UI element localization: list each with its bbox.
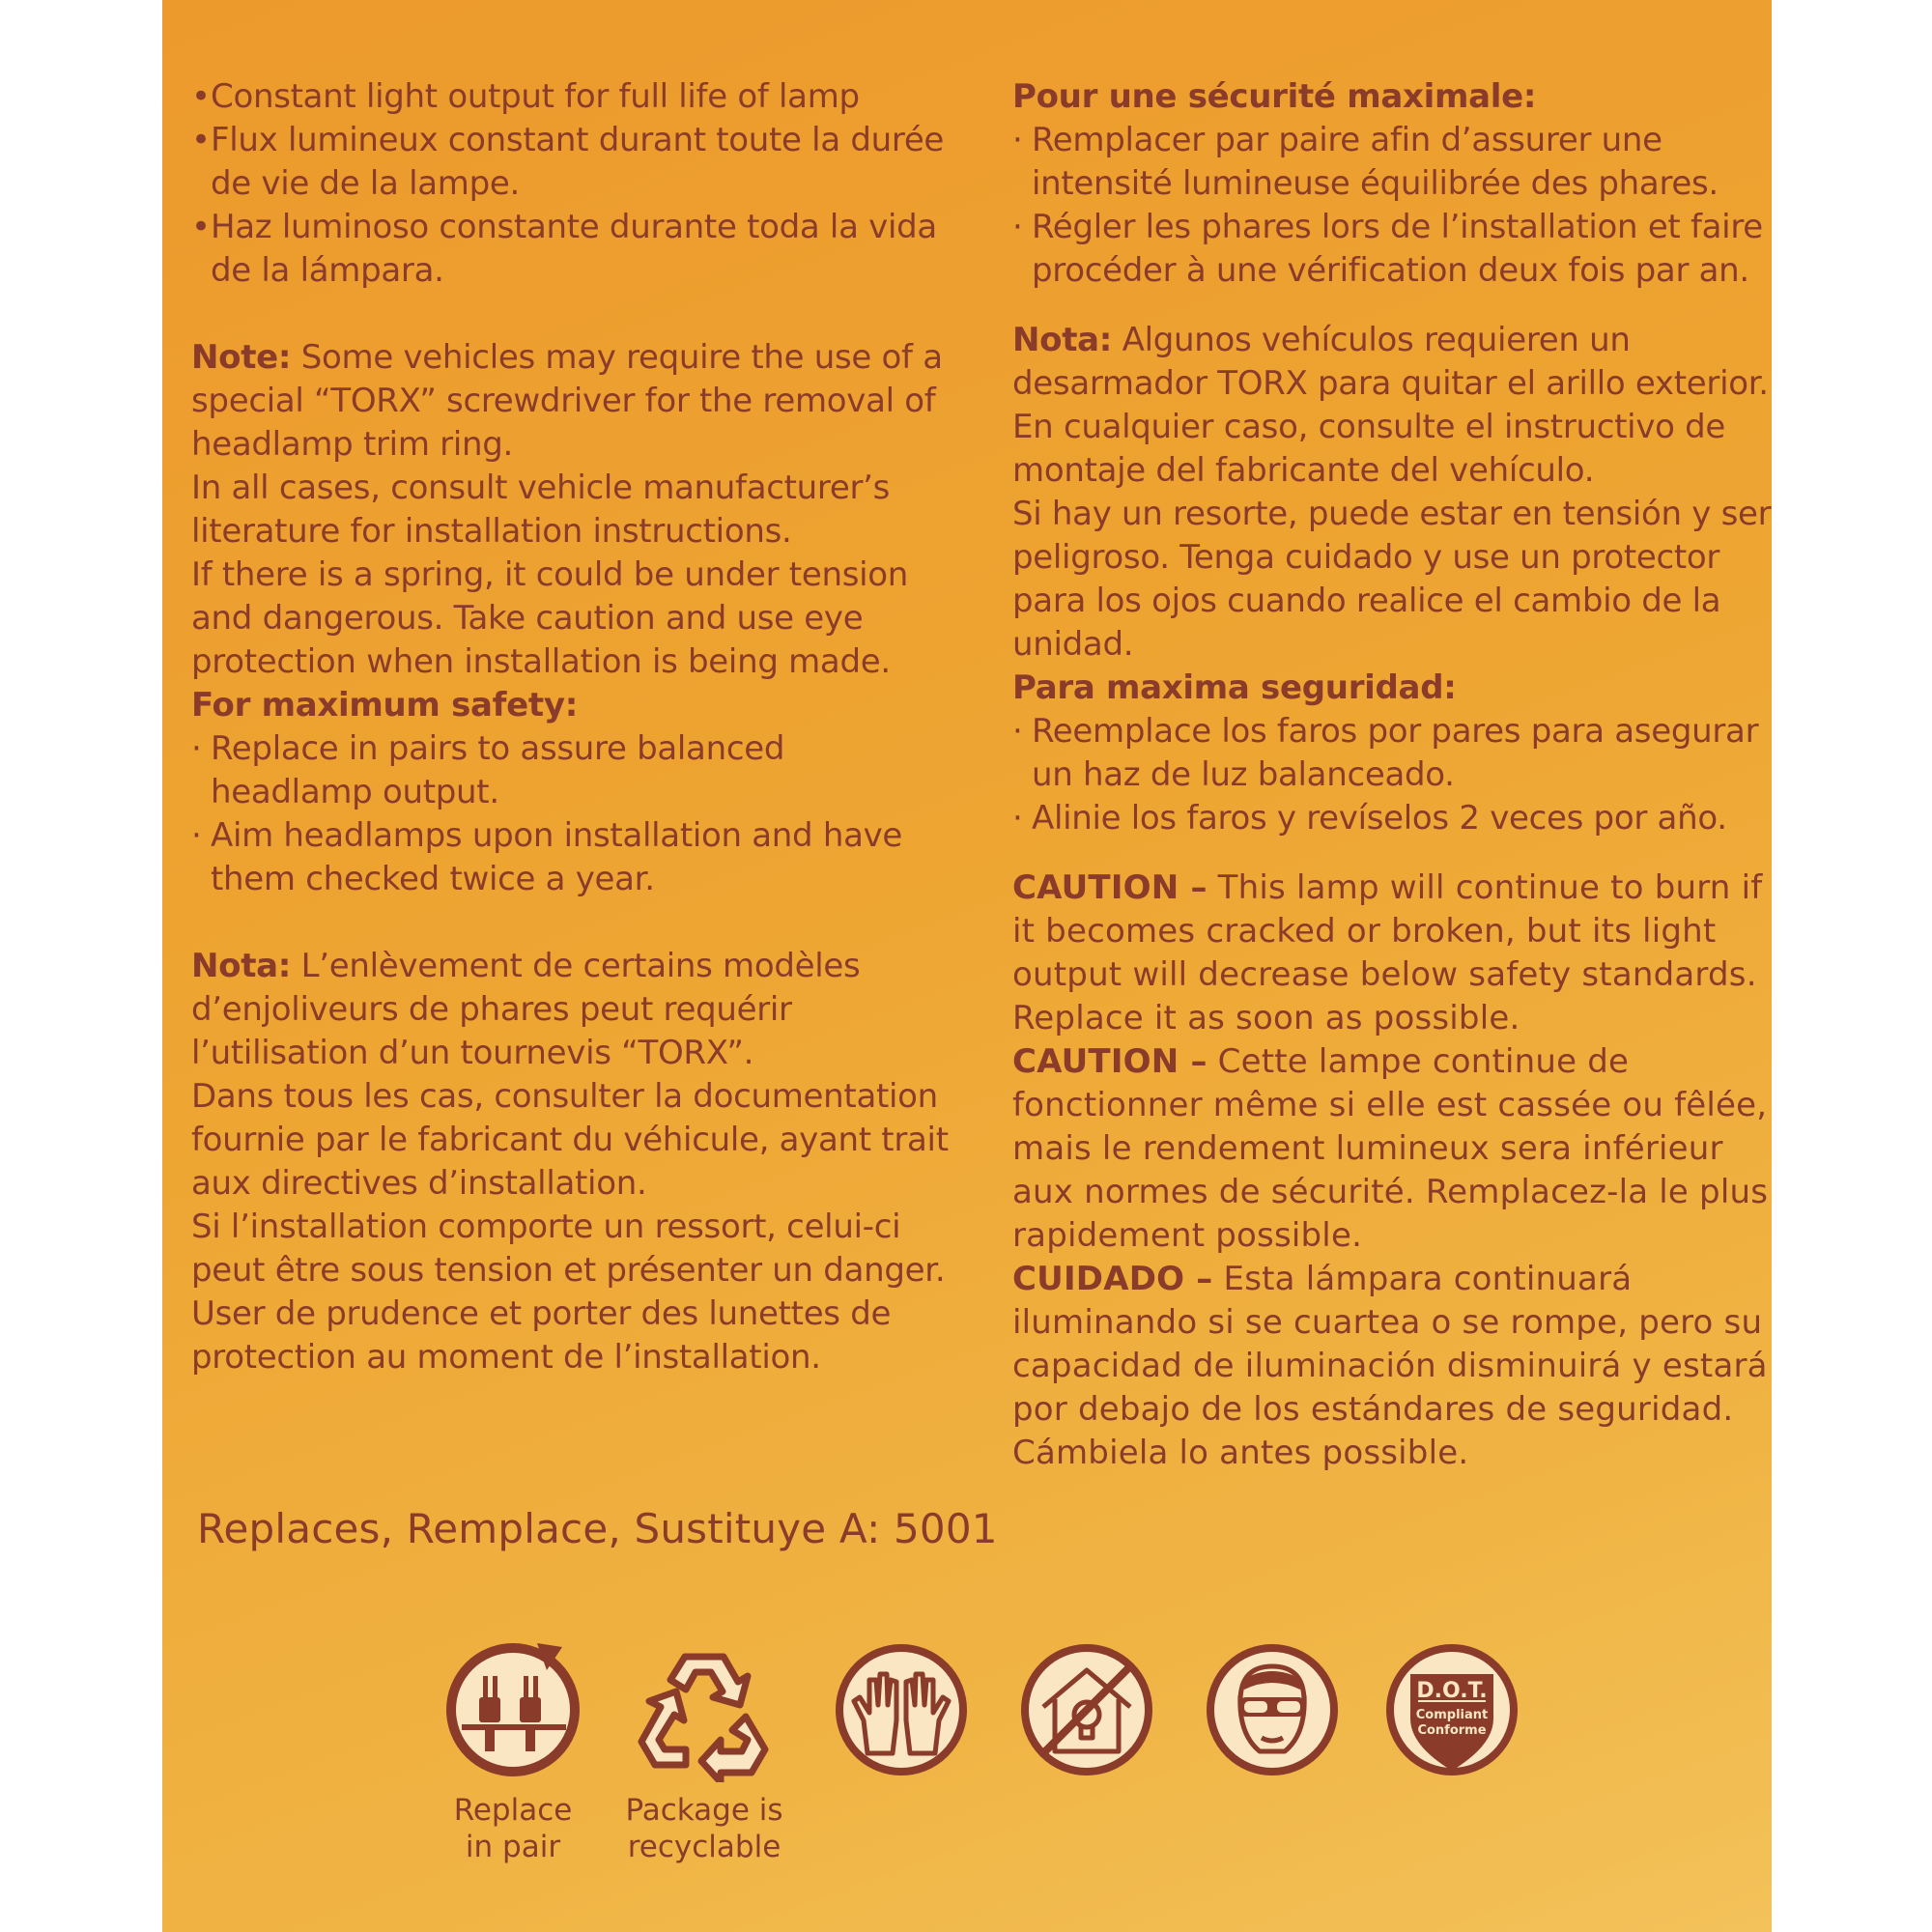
note-fr-p3: Si l’installation comporte un ressort, celui-ci peut être sous tension et présenter un danger. User de prudence et porter des lunettes de protection au moment de l’installation. <box>191 1208 946 1377</box>
package-panel <box>162 0 1772 1932</box>
safety-en-heading: For maximum safety: <box>191 686 579 724</box>
dot-badge-line2: Compliant <box>1415 1708 1489 1722</box>
safety-es-heading: Para maxima seguridad: <box>1012 668 1457 707</box>
safety-fr-heading: Pour une sécurité maximale: <box>1012 77 1537 116</box>
gloves-icon <box>829 1637 974 1782</box>
safety-item: · Régler les phares lors de l’installation et faire procéder à une vérification deux fois par an. <box>1012 208 1763 290</box>
cuidado-es: CUIDADO – Esta lámpara continuará iluminando si se cuartea o se rompe, pero su capacidad de iluminación disminuirá y estará por debajo de los estándares de seguridad. Cámbiela lo antes possible. <box>1012 1260 1768 1472</box>
caution-en: CAUTION – This lamp will continue to burn if it becomes cracked or broken, but its light output will decrease below safety standards. Replace it as soon as possible. <box>1012 868 1763 1037</box>
recycle-label: Package is recyclable <box>625 1793 783 1864</box>
safety-item: · Remplacer par paire afin d’assurer une intensité lumineuse équilibrée des phares. <box>1012 121 1719 203</box>
recycle-icon <box>632 1637 777 1782</box>
note-en: Note: Some vehicles may require the use of a special “TORX” screwdriver for the removal of headlamp trim ring. <box>191 338 943 464</box>
replaces-text: Replaces, Remplace, Sustituye A: 5001 <box>197 1505 998 1552</box>
safety-item: · Reemplace los faros por pares para asegurar un haz de luz balanceado. <box>1012 712 1759 794</box>
bullet-item: • Constant light output for full life of lamp <box>191 77 860 116</box>
note-en-p3: If there is a spring, it could be under tension and dangerous. Take caution and use eye protection when installation is being made. <box>191 555 909 681</box>
note-es: Nota: Algunos vehículos requieren un desarmador TORX para quitar el arillo exterior. <box>1012 321 1769 403</box>
safety-item: · Aim headlamps upon installation and have them checked twice a year. <box>191 816 903 898</box>
note-es-p3: Si hay un resorte, puede estar en tensión y ser peligroso. Tenga cuidado y use un protector para los ojos cuando realice el cambio de la unidad. <box>1012 495 1772 664</box>
note-en-p2: In all cases, consult vehicle manufacturer’s literature for installation instructions. <box>191 469 891 551</box>
caution-fr: CAUTION – Cette lampe continue de fonctionner même si elle est cassée ou fêlée, mais le rendement lumineux sera inférieur aux normes de sécurité. Remplacez-la le plus rapidement possible. <box>1012 1042 1769 1255</box>
safety-item: · Replace in pairs to assure balanced headlamp output. <box>191 729 785 811</box>
note-fr-p2: Dans tous les cas, consulter la documentation fournie par le fabricant du véhicule, ayant trait aux directives d’installation. <box>191 1077 949 1203</box>
replace-in-pair-label: Replace in pair <box>453 1793 573 1864</box>
dot-compliant-badge <box>1379 1637 1524 1782</box>
safety-item: · Alinie los faros y revíselos 2 veces por año. <box>1012 799 1727 838</box>
left-column <box>191 75 954 1379</box>
bullet-item: • Haz luminoso constante durante toda la vida de la lámpara. <box>191 208 937 290</box>
dot-badge-line3: Conforme <box>1417 1723 1487 1738</box>
right-column <box>1012 75 1772 1475</box>
safety-goggles-icon <box>1200 1637 1345 1782</box>
no-household-use-icon <box>1014 1637 1159 1782</box>
note-es-p2: En cualquier caso, consulte el instructivo de montaje del fabricante del vehículo. <box>1012 408 1726 490</box>
replace-in-pair-icon <box>440 1637 585 1782</box>
note-fr: Nota: L’enlèvement de certains modèles d’enjoliveurs de phares peut requérir l’utilisation d’un tournevis “TORX”. <box>191 947 861 1072</box>
bullet-item: • Flux lumineux constant durant toute la durée de vie de la lampe. <box>191 121 945 203</box>
dot-badge-title: D.O.T. <box>1416 1679 1488 1703</box>
